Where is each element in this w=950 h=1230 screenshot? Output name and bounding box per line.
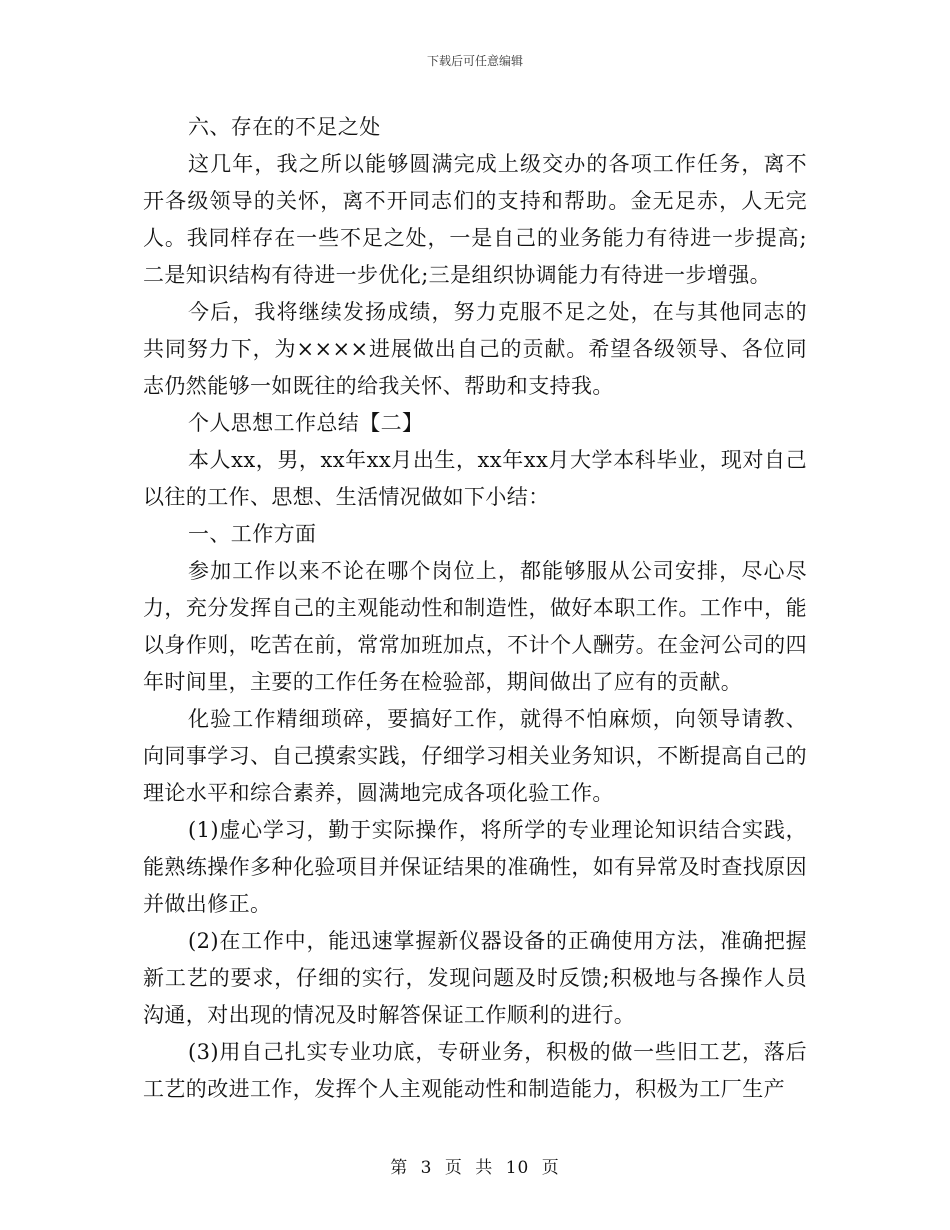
document-body bbox=[143, 109, 807, 1108]
body-paragraph: 化验工作精细琐碎，要搞好工作，就得不怕麻烦，向领导请教、向同事学习、自己摸索实践，仔细学习相关业务知识，不断提高自己的理论水平和综合素养，圆满地完成各项化验工作。 bbox=[143, 707, 807, 805]
list-item: (1)虚心学习，勤于实际操作，将所学的专业理论知识结合实践，能熟练操作多种化验项目并保证结果的准确性，如有异常及时查找原因并做出修正。 bbox=[143, 818, 807, 916]
body-paragraph: 今后，我将继续发扬成绩，努力克服不足之处，在与其他同志的共同努力下，为××××进展做出自己的贡献。希望各级领导、各位同志仍然能够一如既往的给我关怀、帮助和支持我。 bbox=[143, 300, 807, 398]
section-title-summary-two: 个人思想工作总结【二】 bbox=[188, 411, 424, 435]
body-paragraph: 这几年，我之所以能够圆满完成上级交办的各项工作任务，离不开各级领导的关怀，离不开同志们的支持和帮助。金无足赤，人无完人。我同样存在一些不足之处，一是自己的业务能力有待进一步提高;二是知识结构有待进一步优化;三是组织协调能力有待进一步增强。 bbox=[143, 152, 807, 287]
section-heading-work: 一、工作方面 bbox=[188, 522, 317, 546]
section-heading-shortcomings: 六、存在的不足之处 bbox=[188, 115, 381, 139]
list-item: (2)在工作中，能迅速掌握新仪器设备的正确使用方法，准确把握新工艺的要求，仔细的实行，发现问题及时反馈;积极地与各操作人员沟通，对出现的情况及时解答保证工作顺利的进行。 bbox=[143, 929, 807, 1027]
page-header: 下载后可任意编辑 bbox=[426, 54, 523, 68]
list-item: (3)用自己扎实专业功底，专研业务，积极的做一些旧工艺，落后工艺的改进工作，发挥个人主观能动性和制造能力，积极为工厂生产 bbox=[143, 1040, 807, 1101]
page-number-footer: 第 3 页 共 10 页 bbox=[390, 1158, 560, 1178]
body-paragraph: 参加工作以来不论在哪个岗位上，都能够服从公司安排，尽心尽力，充分发挥自己的主观能动性和制造性，做好本职工作。工作中，能以身作则，吃苦在前，常常加班加点，不计个人酬劳。在金河公司的四年时间里，主要的工作任务在检验部，期间做出了应有的贡献。 bbox=[143, 559, 807, 694]
body-paragraph: 本人xx，男，xx年xx月出生，xx年xx月大学本科毕业，现对自己以往的工作、思想、生活情况做如下小结： bbox=[143, 448, 807, 509]
